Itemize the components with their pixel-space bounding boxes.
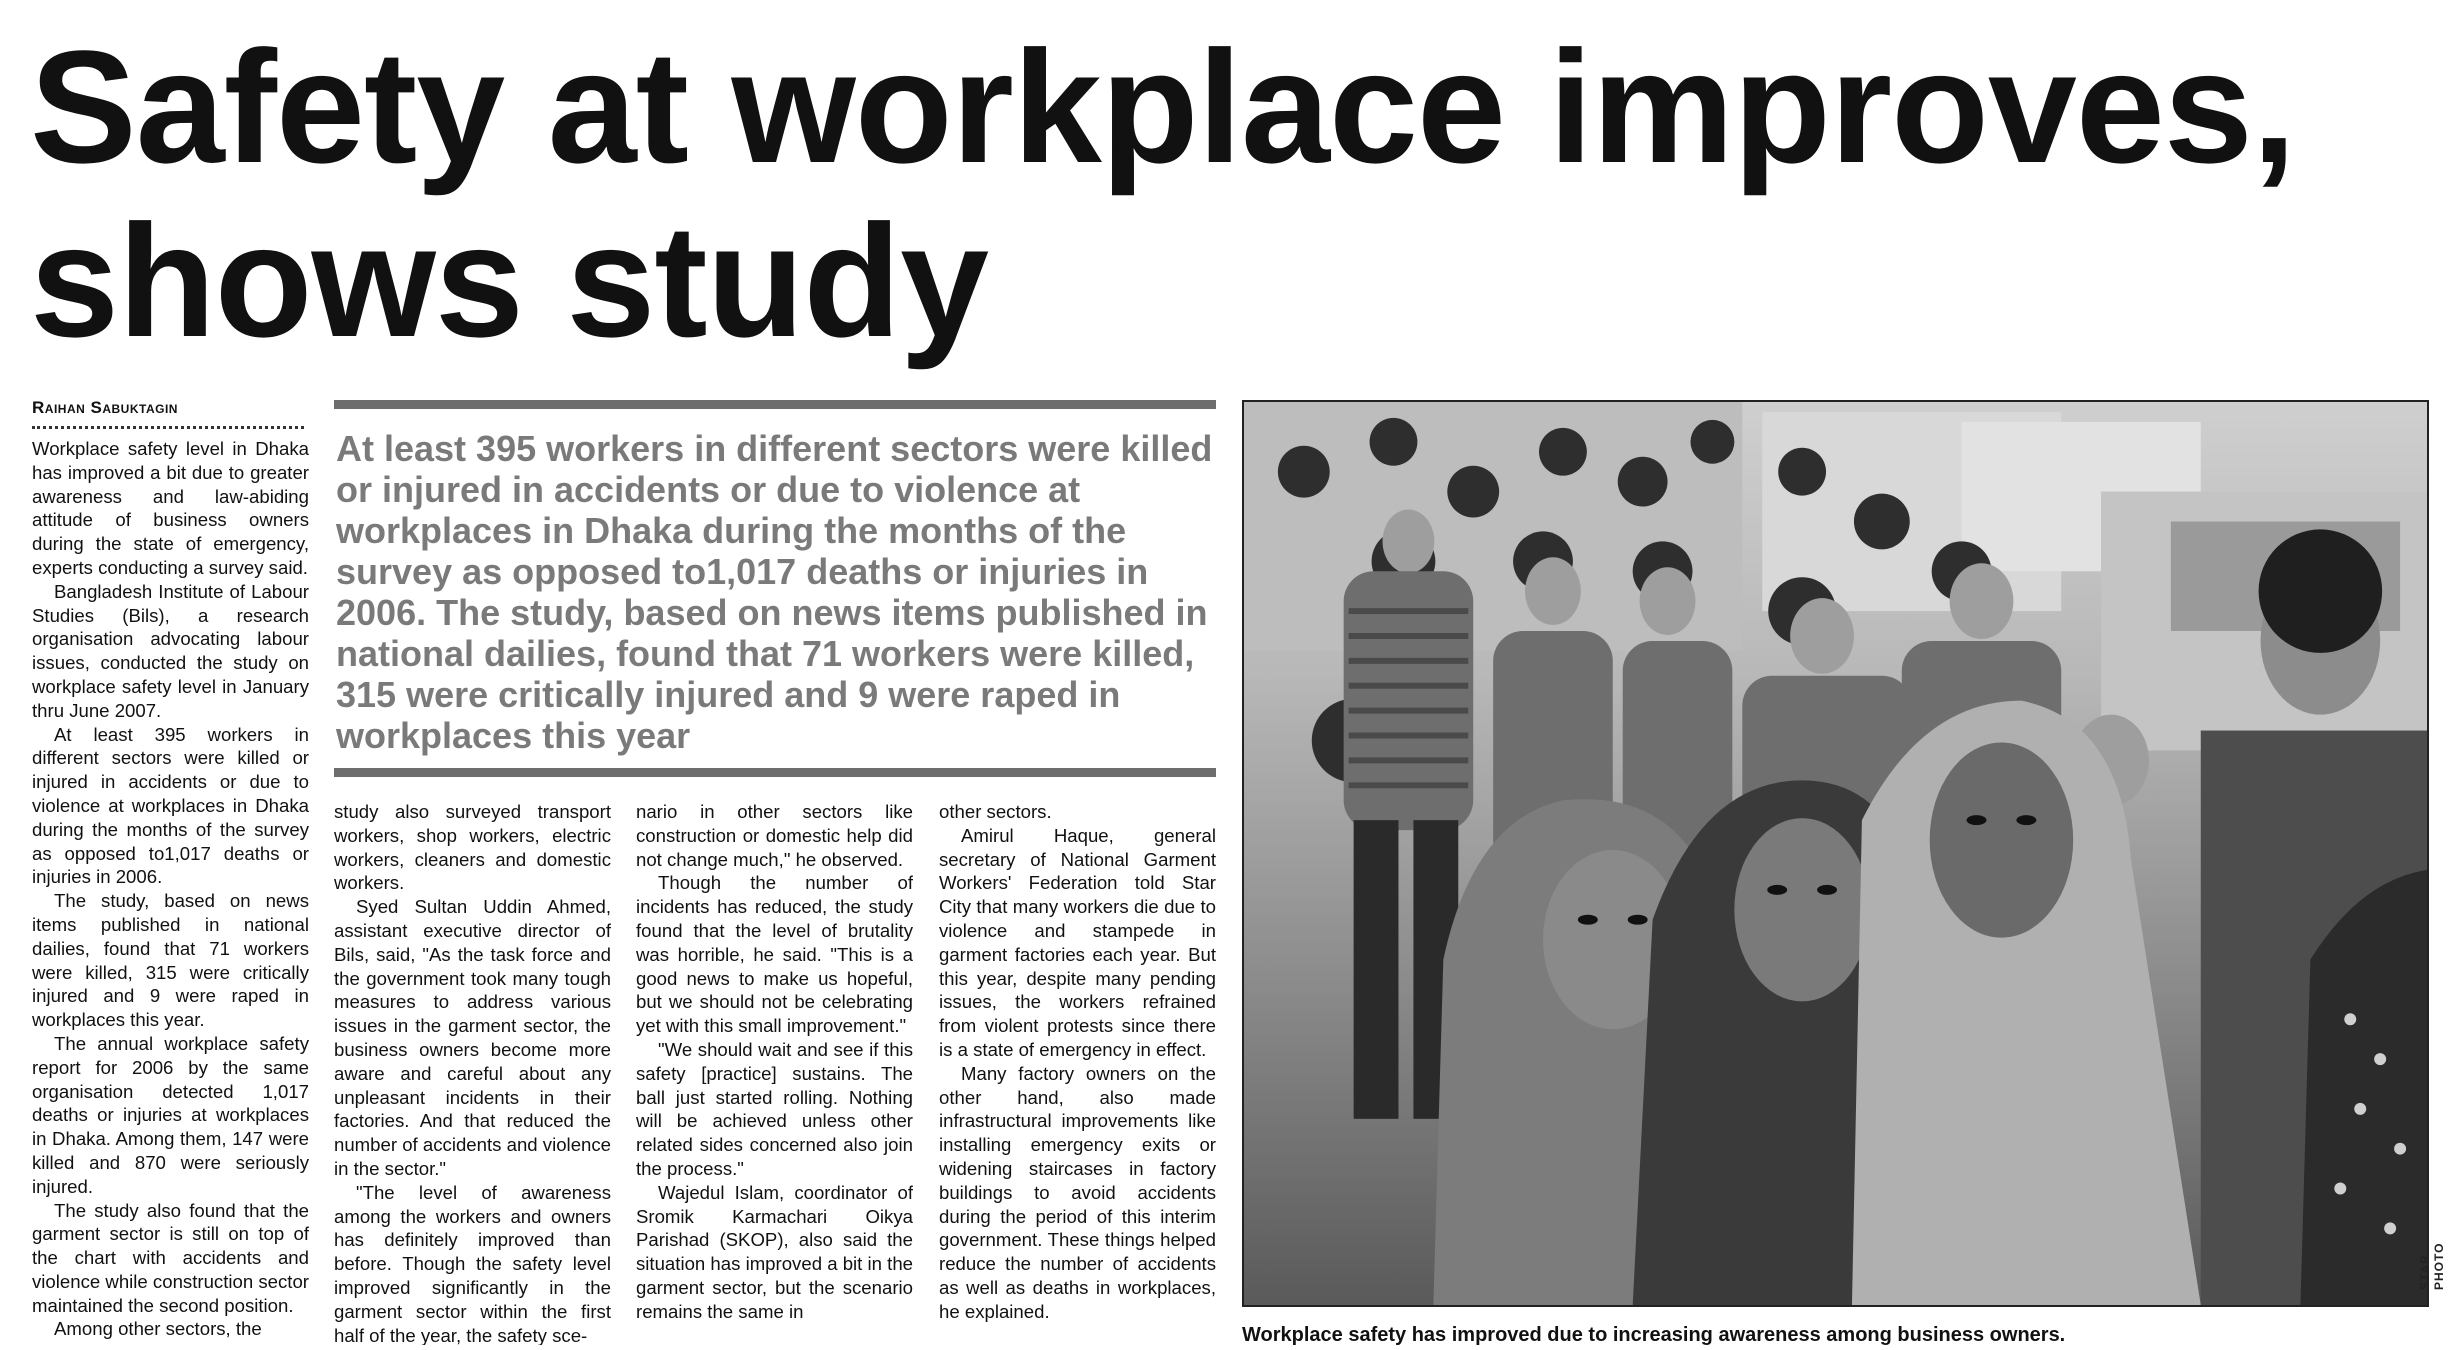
pullquote-bottom-rule — [334, 768, 1216, 777]
news-photo — [1242, 400, 2429, 1307]
paragraph: Many factory owners on the other hand, also made infrastructural improvements like installing emergency exits or widening staircases in factory buildings to avoid accidents during the period of this interim government. These things helped reduce the number of accidents as well as deaths in workplaces, he explained. — [939, 1062, 1216, 1322]
paragraph: At least 395 workers in different sectors were killed or injured in accidents or due to violence at workplaces in Dhaka during the months of the survey as opposed to1,017 deaths or injuries in 2006. — [32, 723, 309, 888]
paragraph: "The level of awareness among the workers and owners has definitely improved than before. Though the safety level improved significantly in the garment sector within the first half of the year, the safety sce- — [334, 1181, 611, 1345]
photo-caption: Workplace safety has improved due to increasing awareness among business owners. — [1242, 1324, 2066, 1346]
photo-credit: STAR PHOTO — [2418, 1242, 2446, 1290]
article-column-4 — [939, 800, 1216, 1345]
paragraph: "We should wait and see if this safety [practice] sustains. The ball just started rolling. Nothing will be achieved unless other related sides concerned also join the process." — [636, 1038, 913, 1179]
pullquote-top-rule — [334, 400, 1216, 409]
paragraph: Workplace safety level in Dhaka has improved a bit due to greater awareness and law-abiding attitude of business owners during the state of emergency, experts conducting a survey said. — [32, 438, 309, 578]
paragraph: study also surveyed transport workers, shop workers, electric workers, cleaners and domestic workers. — [334, 801, 611, 894]
paragraph: Syed Sultan Uddin Ahmed, assistant executive director of Bils, said, "As the task force and the government took many tough measures to address various issues in the garment sector, the business owners become more aware and careful about any unpleasant incidents in their factories. And that reduced the number of accidents and violence in the sector." — [334, 896, 611, 1179]
paragraph: Wajedul Islam, coordinator of Sromik Karmachari Oikya Parishad (SKOP), also said the situation has improved a bit in the garment sector, but the scenario remains the same in — [636, 1181, 913, 1322]
paragraph: Among other sectors, the — [54, 1318, 262, 1340]
article-column-2 — [334, 800, 611, 1345]
crowd-photo-illustration — [1244, 402, 2427, 1305]
byline: Raihan Sabuktagin — [32, 398, 178, 417]
paragraph: The study also found that the garment sector is still on top of the chart with accidents and violence while construction sector maintained the second position. — [32, 1199, 309, 1316]
byline-divider — [32, 426, 304, 429]
paragraph: Amirul Haque, general secretary of National Garment Workers' Federation told Star City that many workers die due to violence and stampede in garment factories each year. But this year, despite many pending issues, the workers refrained from violent protests since there is a state of emergency in effect. — [939, 824, 1216, 1060]
paragraph: The study, based on news items published in national dailies, found that 71 workers were killed, 315 were critically injured and 9 were raped in workplaces this year. — [32, 890, 309, 1031]
pullquote: At least 395 workers in different sectors were killed or injured in accidents or due to violence at workplaces in Dhaka during the months of the survey as opposed to1,017 deaths or injuries in 2006. The study, based on news items published in national dailies, found that 71 workers were killed, 315 were critically injured and 9 were raped in workplaces this year — [336, 428, 1213, 756]
paragraph: other sectors. — [939, 801, 1052, 822]
paragraph: nario in other sectors like construction or domestic help did not change much," he observed. — [636, 801, 913, 870]
article-column-1 — [32, 437, 309, 1349]
paragraph: The annual workplace safety report for 2006 by the same organisation detected 1,017 deaths or injuries at workplaces in Dhaka. Among them, 147 were killed and 870 were seriously injured. — [32, 1032, 309, 1197]
article-column-3 — [636, 800, 913, 1345]
paragraph: Bangladesh Institute of Labour Studies (Bils), a research organisation advocating labour issues, conducted the study on workplace safety level in January thru June 2007. — [32, 580, 309, 721]
headline: Safety at workplace improves, shows study — [30, 17, 2296, 370]
paragraph: Though the number of incidents has reduced, the study found that the level of brutality was horrible, he said. "This is a good news to make us hopeful, but we should not be celebrating yet with this small improvement." — [636, 872, 913, 1037]
